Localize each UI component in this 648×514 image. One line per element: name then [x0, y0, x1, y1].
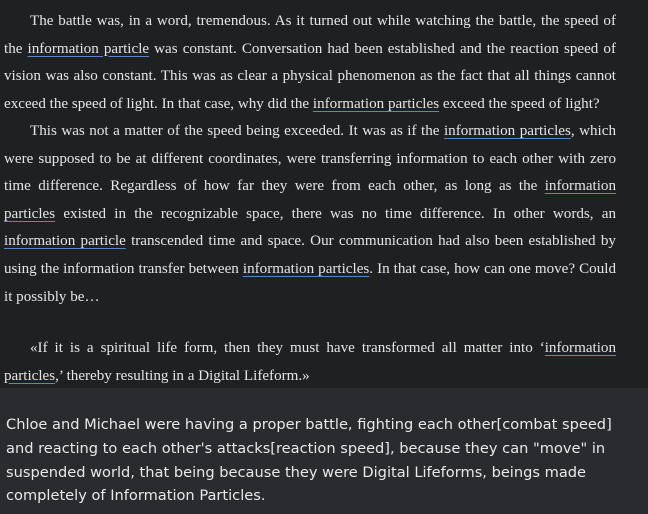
text-run: The battle was, in a word, tremendous. As it turned out while watching the battle, the speed of the [4, 13, 616, 57]
text-run: existed in the recognizable space, there was no time difference. In other words, an [55, 205, 616, 222]
text-run: , which were supposed to be at different coordinates, were transferring information to each other with zero time difference. Regardless of how far they were from each other, as long as the [4, 123, 616, 195]
information-particles-link[interactable]: information particles [4, 178, 616, 222]
paragraph-3-quote [4, 335, 616, 390]
information-particles-link[interactable]: information particles [4, 340, 616, 384]
text-run: This was not a matter of the speed being exceeded. It was as if the [30, 123, 444, 139]
paragraph-1 [4, 8, 616, 118]
text-run: exceed the speed of light? [439, 95, 600, 112]
information-particles-link[interactable]: information particles [242, 260, 370, 277]
comment-text: Chloe and Michael were having a proper battle, fighting each other[combat speed] and reacting to each other's attacks[reaction speed], because they can "move" in suspended world, that being because they were Digital Lifeforms, beings made completely of Information Particles. [6, 416, 612, 505]
paragraph-2 [4, 118, 616, 311]
information-particles-link[interactable]: information particles [443, 123, 571, 139]
information-particles-link[interactable]: information particles [312, 95, 440, 112]
text-run: «If it is a spiritual life form, then they must have transformed all matter into ‘ [30, 340, 545, 356]
text-run: transcended time and space. Our communication had also been established by using the information transfer between [4, 233, 616, 277]
text-run: ,’ thereby resulting in a Digital Lifeform.» [55, 367, 310, 384]
comment-box [0, 388, 648, 514]
text-run: . In that case, how can one move? Could it possibly be… [4, 260, 616, 305]
information-particle-link[interactable]: information particle [27, 40, 150, 57]
information-particle-link[interactable]: information particle [4, 233, 126, 250]
text-run: was constant. Conversation had been established and the reaction speed of vision was also constant. This was as clear a physical phenomenon as the fact that all things cannot exceed the speed of light. In that case, why did the [4, 40, 616, 112]
